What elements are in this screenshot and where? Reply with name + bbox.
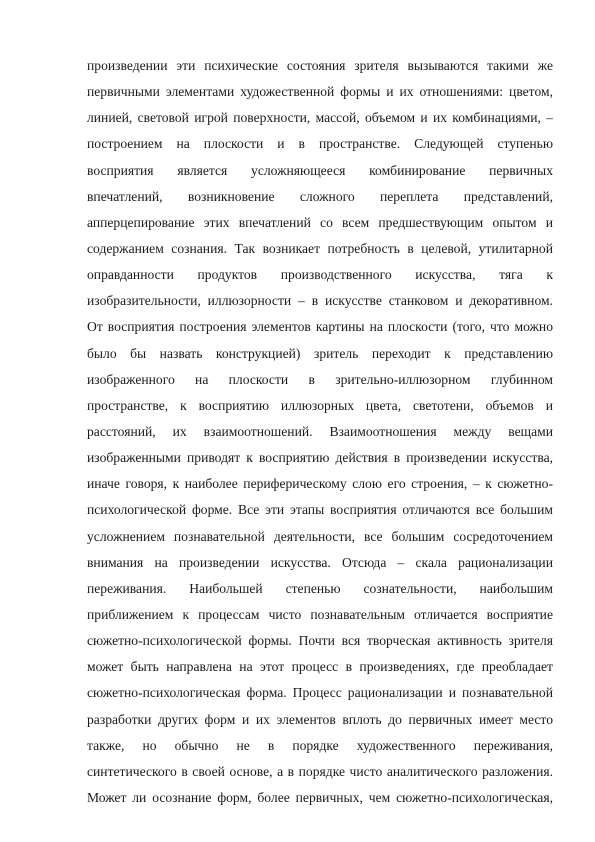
text-line: апперцепирование этих впечатлений со всем предшествующим опытом и [87, 214, 553, 230]
text-line: изображенными приводят к восприятию действия в произведении искусства, [87, 450, 553, 466]
text-line: пространстве, к восприятию иллюзорных цвета, светотени, объемов и [87, 397, 553, 413]
text-line: Может ли осознание форм, более первичных, чем сюжетно-психологическая, [87, 789, 553, 805]
text-line: изобразительности, иллюзорности – в искусстве станковом и декоративном. [87, 293, 553, 309]
text-line: приближением к процессам чисто познавательным отличается восприятие [87, 606, 553, 622]
text-line: сюжетно-психологическая форма. Процесс рационализации и познавательной [87, 685, 553, 701]
text-line: первичными элементами художественной формы и их отношениями: цветом, [87, 84, 553, 100]
text-line: содержанием сознания. Так возникает потребность в целевой, утилитарной [87, 240, 553, 256]
text-line: синтетического в своей основе, а в порядке чисто аналитического разложения. [87, 763, 553, 779]
text-line: впечатлений, возникновение сложного переплета представлений, [87, 188, 553, 204]
text-line: оправданности продуктов производственного искусства, тяга к [87, 267, 553, 283]
text-line: также, но обычно не в порядке художественного переживания, [87, 737, 553, 753]
text-line: линией, световой игрой поверхности, массой, объемом и их комбинациями, – [87, 110, 553, 126]
body-text [87, 53, 553, 811]
text-line: иначе говоря, к наиболее периферическому слою его строения, – к сюжетно- [87, 476, 553, 492]
text-line: От восприятия построения элементов картины на плоскости (того, что можно [87, 319, 553, 335]
text-line: расстояний, их взаимоотношений. Взаимоотношения между вещами [87, 423, 553, 439]
text-line: разработки других форм и их элементов вплоть до первичных имеет место [87, 711, 553, 727]
text-line: сюжетно-психологической формы. Почти вся творческая активность зрителя [87, 633, 553, 649]
text-line: восприятия является усложняющееся комбинирование первичных [87, 162, 553, 178]
text-line: усложнением познавательной деятельности, все большим сосредоточением [87, 528, 553, 544]
text-line: было бы назвать конструкцией) зритель переходит к представлению [87, 345, 553, 361]
text-line: построением на плоскости и в пространстве. Следующей ступенью [87, 136, 553, 152]
text-line: изображенного на плоскости в зрительно-иллюзорном глубинном [87, 371, 553, 387]
text-line: психологической форме. Все эти этапы восприятия отличаются все большим [87, 502, 553, 518]
text-line: может быть направлена на этот процесс в произведениях, где преобладает [87, 659, 553, 675]
text-line: внимания на произведении искусства. Отсюда – скала рационализации [87, 554, 553, 570]
text-line: переживания. Наибольшей степенью сознательности, наибольшим [87, 580, 553, 596]
text-line: произведении эти психические состояния зрителя вызываются такими же [87, 58, 553, 73]
